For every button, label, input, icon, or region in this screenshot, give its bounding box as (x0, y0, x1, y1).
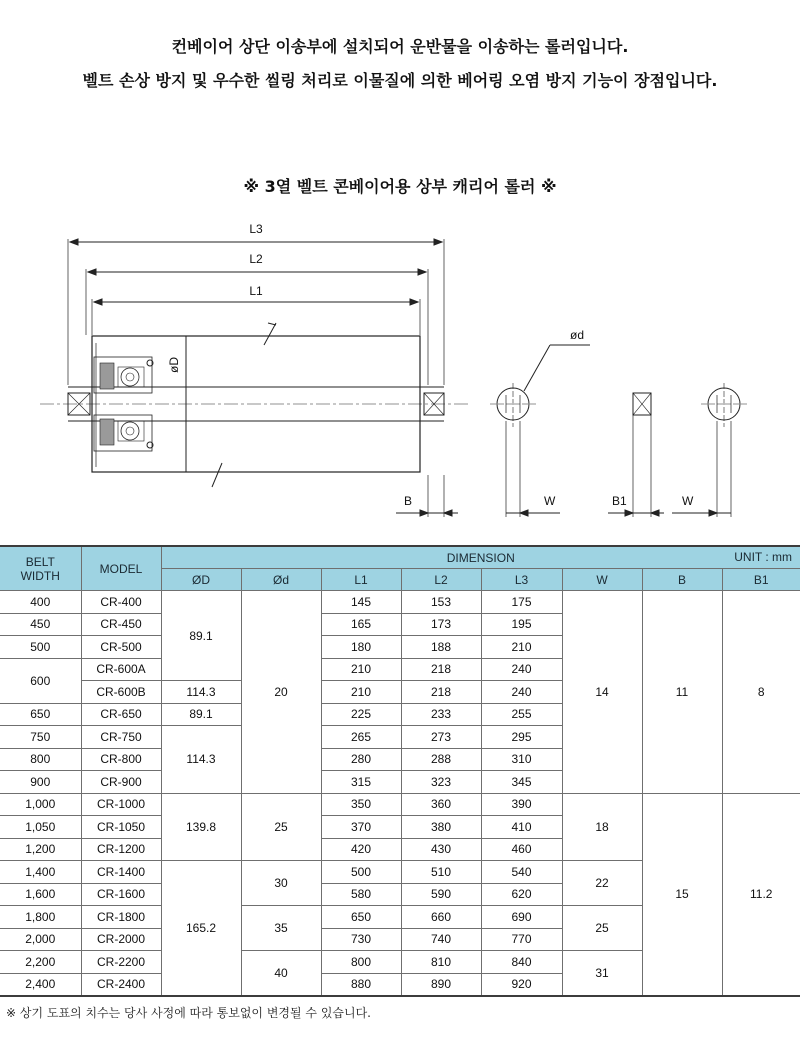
cell-model: CR-400 (81, 591, 161, 614)
cell-L3: 540 (481, 861, 562, 884)
cell-belt-width: 2,000 (0, 928, 81, 951)
cell-L1: 580 (321, 883, 401, 906)
cell-L3: 410 (481, 816, 562, 839)
cell-L3: 770 (481, 928, 562, 951)
cell-L3: 210 (481, 636, 562, 659)
cell-model: CR-800 (81, 748, 161, 771)
cell-belt-width: 1,000 (0, 793, 81, 816)
cell-L1: 800 (321, 951, 401, 974)
footnote: ※ 상기 도표의 치수는 당사 사정에 따라 통보없이 변경될 수 있습니다. (6, 1006, 371, 1020)
cell-L1: 370 (321, 816, 401, 839)
cell-L1: 880 (321, 973, 401, 996)
cell-L1: 315 (321, 771, 401, 794)
cell-L2: 430 (401, 838, 481, 861)
cell-model: CR-1600 (81, 883, 161, 906)
cell-belt-width: 600 (0, 658, 81, 703)
cell-L2: 273 (401, 726, 481, 749)
table-row (0, 793, 800, 816)
cell-belt-width: 900 (0, 771, 81, 794)
cell-L1: 145 (321, 591, 401, 614)
cell-L2: 288 (401, 748, 481, 771)
cell-L1: 165 (321, 613, 401, 636)
header-belt-width (0, 546, 81, 591)
cell-shaft-diameter: 35 (241, 906, 321, 951)
label-phi-D: øD (167, 357, 181, 373)
cell-W: 18 (562, 793, 642, 861)
cell-L2: 173 (401, 613, 481, 636)
cell-outer-diameter: 114.3 (161, 726, 241, 794)
cell-L2: 510 (401, 861, 481, 884)
cell-model: CR-900 (81, 771, 161, 794)
cell-belt-width: 800 (0, 748, 81, 771)
cell-L3: 195 (481, 613, 562, 636)
cell-L3: 310 (481, 748, 562, 771)
cell-outer-diameter: 165.2 (161, 861, 241, 997)
cell-B1: 8 (722, 591, 800, 794)
label-W-2: W (682, 494, 694, 508)
cell-outer-diameter: 89.1 (161, 591, 241, 681)
cell-model: CR-500 (81, 636, 161, 659)
cell-L2: 153 (401, 591, 481, 614)
cell-L3: 690 (481, 906, 562, 929)
cell-outer-diameter: 114.3 (161, 681, 241, 704)
table-row (0, 591, 800, 614)
label-B: B (404, 494, 413, 508)
header-col-L2: L2 (401, 569, 481, 591)
header-unit: UNIT : mm (734, 550, 793, 564)
cell-L2: 660 (401, 906, 481, 929)
cell-model: CR-600A (81, 658, 161, 681)
cell-model: CR-450 (81, 613, 161, 636)
cell-W: 31 (562, 951, 642, 997)
cell-belt-width: 2,400 (0, 973, 81, 996)
header-col-d: Ød (241, 569, 321, 591)
cell-model: CR-650 (81, 703, 161, 726)
cell-L3: 255 (481, 703, 562, 726)
cell-shaft-diameter: 20 (241, 591, 321, 794)
intro-line-1: 컨베이어 상단 이송부에 설치되어 운반물을 이송하는 롤러입니다. (171, 37, 629, 56)
header-col-L1: L1 (321, 569, 401, 591)
cell-belt-width: 450 (0, 613, 81, 636)
cell-belt-width: 1,600 (0, 883, 81, 906)
cell-belt-width: 1,800 (0, 906, 81, 929)
header-col-B1: B1 (722, 569, 800, 591)
cell-L3: 460 (481, 838, 562, 861)
cell-L1: 500 (321, 861, 401, 884)
cell-L2: 323 (401, 771, 481, 794)
cell-belt-width: 1,050 (0, 816, 81, 839)
cell-belt-width: 1,400 (0, 861, 81, 884)
cell-belt-width: 500 (0, 636, 81, 659)
cell-L2: 218 (401, 658, 481, 681)
cell-shaft-diameter: 25 (241, 793, 321, 861)
cell-belt-width: 650 (0, 703, 81, 726)
label-L2: L2 (249, 252, 263, 266)
header-dimension (161, 546, 800, 569)
cell-L1: 265 (321, 726, 401, 749)
cell-L2: 810 (401, 951, 481, 974)
cell-L3: 390 (481, 793, 562, 816)
label-W-1: W (544, 494, 556, 508)
header-dimension-label: DIMENSION (446, 550, 515, 565)
cell-L2: 590 (401, 883, 481, 906)
cell-W: 25 (562, 906, 642, 951)
drawing-title: ※ 3열 벨트 콘베이어용 상부 캐리어 롤러 ※ (243, 177, 557, 196)
cell-model: CR-2200 (81, 951, 161, 974)
cell-model: CR-1200 (81, 838, 161, 861)
cell-belt-width: 1,200 (0, 838, 81, 861)
cell-shaft-diameter: 40 (241, 951, 321, 997)
cell-belt-width: 750 (0, 726, 81, 749)
cell-model: CR-2000 (81, 928, 161, 951)
label-B1: B1 (612, 494, 627, 508)
cell-belt-width: 400 (0, 591, 81, 614)
cell-L2: 380 (401, 816, 481, 839)
label-L1: L1 (249, 284, 263, 298)
header-belt-line-1: BELT (25, 554, 55, 569)
cell-L3: 345 (481, 771, 562, 794)
cell-model: CR-1400 (81, 861, 161, 884)
cell-outer-diameter: 139.8 (161, 793, 241, 861)
cell-L1: 280 (321, 748, 401, 771)
cell-L2: 740 (401, 928, 481, 951)
cell-L2: 233 (401, 703, 481, 726)
cell-W: 14 (562, 591, 642, 794)
cell-model: CR-1000 (81, 793, 161, 816)
cell-L3: 175 (481, 591, 562, 614)
cell-L3: 240 (481, 658, 562, 681)
cell-B: 15 (642, 793, 722, 996)
cell-L3: 920 (481, 973, 562, 996)
spec-table (0, 545, 800, 997)
cell-model: CR-1050 (81, 816, 161, 839)
cell-W: 22 (562, 861, 642, 906)
cell-L1: 730 (321, 928, 401, 951)
cell-L1: 180 (321, 636, 401, 659)
cell-L2: 360 (401, 793, 481, 816)
header-col-L3: L3 (481, 569, 562, 591)
cell-B1: 11.2 (722, 793, 800, 996)
cell-L1: 350 (321, 793, 401, 816)
cell-model: CR-1800 (81, 906, 161, 929)
header-col-W: W (562, 569, 642, 591)
cell-shaft-diameter: 30 (241, 861, 321, 906)
cell-L1: 225 (321, 703, 401, 726)
cell-L3: 620 (481, 883, 562, 906)
cell-B: 11 (642, 591, 722, 794)
cell-belt-width: 2,200 (0, 951, 81, 974)
cell-L2: 218 (401, 681, 481, 704)
cell-L3: 295 (481, 726, 562, 749)
header-col-D: ØD (161, 569, 241, 591)
cell-L2: 188 (401, 636, 481, 659)
cell-L3: 240 (481, 681, 562, 704)
label-phi-d: ød (570, 328, 585, 342)
table-header-row (0, 546, 800, 569)
cell-model: CR-750 (81, 726, 161, 749)
roller-technical-drawing (0, 205, 800, 525)
cell-L1: 650 (321, 906, 401, 929)
intro-line-2: 벨트 손상 방지 및 우수한 씰링 처리로 이물질에 의한 베어링 오염 방지 기능이 장점입니다. (82, 71, 718, 90)
header-belt-line-2: WIDTH (20, 568, 60, 583)
cell-L1: 210 (321, 658, 401, 681)
cell-L1: 210 (321, 681, 401, 704)
label-L3: L3 (249, 222, 263, 236)
cell-L1: 420 (321, 838, 401, 861)
header-col-B: B (642, 569, 722, 591)
cell-L3: 840 (481, 951, 562, 974)
header-model: MODEL (81, 546, 161, 591)
cell-model: CR-600B (81, 681, 161, 704)
cell-outer-diameter: 89.1 (161, 703, 241, 726)
cell-model: CR-2400 (81, 973, 161, 996)
cell-L2: 890 (401, 973, 481, 996)
